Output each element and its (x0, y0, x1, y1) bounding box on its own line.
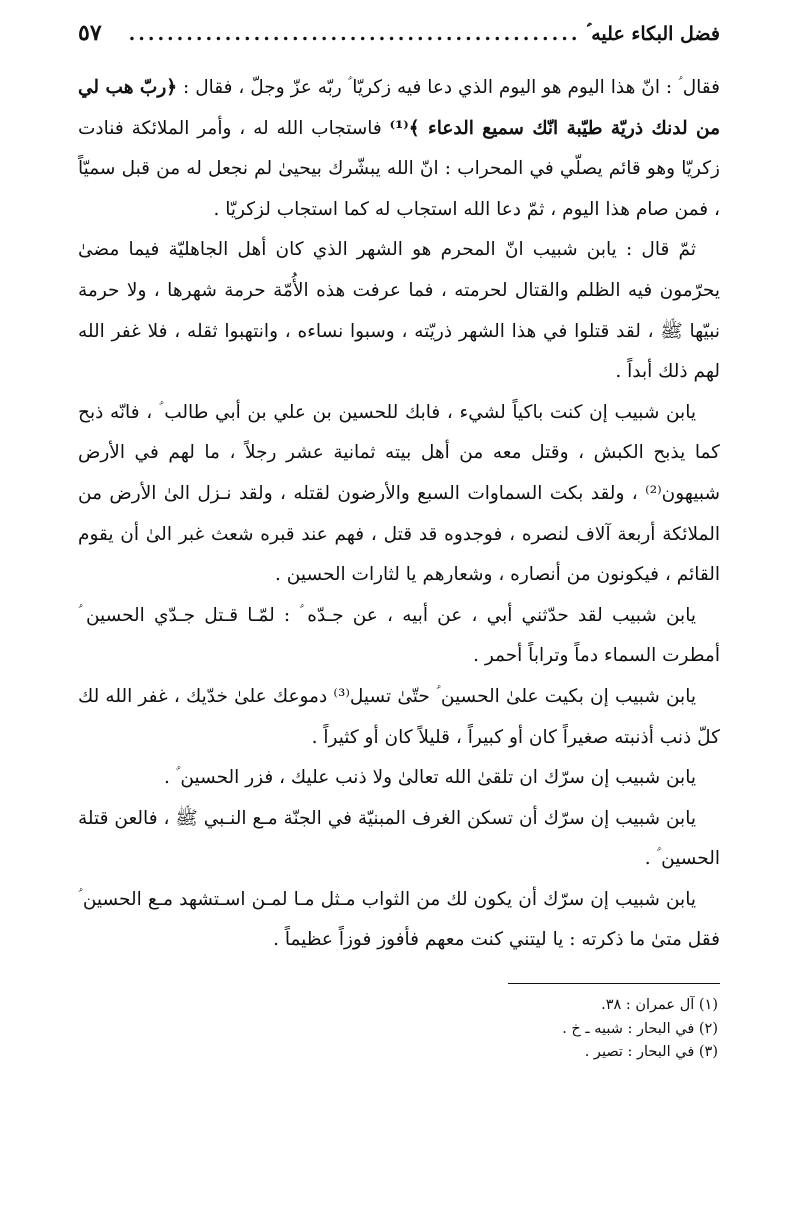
paragraph-1 (78, 68, 720, 230)
book-page (78, 20, 720, 1065)
paragraph-6: يابن شبيب إن سرّك ان تلقىٰ الله تعالىٰ ولا ذنب عليك ، فزر الحسين ؑ . (164, 767, 696, 789)
paragraph-8: يابن شبيب إن سرّك أن يكون لك من الثواب مـثل مـا لمـن اسـتشهد مـع الحسين ؑ فقل متىٰ ما ذكرته : يا ليتني كنت معهم فأفوز فوزاً عظيماً . (78, 888, 720, 951)
footnote-separator (508, 983, 720, 984)
footnote-3: (٣) في البحار : تصير . (584, 1044, 718, 1061)
main-text (78, 68, 720, 961)
paragraph-5: يابن شبيب إن بكيت علىٰ الحسين ؑ حتّىٰ تسيل⁽³⁾ دموعك علىٰ خدّيك ، غفر الله لك كلّ ذنب أذنبته صغيراً كان أو كبيراً ، قليلاً كان أو كثيراً . (78, 685, 720, 748)
footnote-2: (٢) في البحار : شبيه ـ خ . (562, 1020, 718, 1037)
quran-verse: ﴿ربّ هب لي من لدنك ذريّة طيّبة انّك سميع الدعاء ﴾⁽¹⁾ (78, 77, 720, 139)
footnote-1: (١) آل عمران : ٣٨. (601, 997, 718, 1014)
paragraph-3: يابن شبيب إن كنت باكياً لشيء ، فابك للحسين بن علي بن أبي طالب ؑ ، فانّه ذبح كما يذبح الكبش ، وقتل معه من أهل بيته ثمانية عشر رجلاً ، ما لهم في الأرض شبيهون⁽²⁾ ، ولقد بكت السماوات السبع والأرضون لقتله ، ولقد نـزل الىٰ الأرض من الملائكة أربعة آلاف لنصره ، فوجدوه قد قتل ، فهم عند قبره شعث غبر الىٰ أن يقوم القائم ، فيكونون من أنصاره ، وشعارهم يا لثارات الحسين . (78, 401, 720, 586)
footnotes (78, 994, 720, 1065)
paragraph-1-text-before: فقال ؑ : انّ هذا اليوم هو اليوم الذي دعا فيه زكريّا ؑ ربّه عزّ وجلّ ، فقال : (177, 77, 720, 98)
page-number: ٥٧ (78, 20, 102, 46)
running-header (78, 20, 720, 68)
paragraph-1-text-after: فاستجاب الله له ، وأمر الملائكة فنادت زكريّا وهو قائم يصلّي في المحراب : انّ الله يبشّرك بيحيىٰ لم نجعل له من قبل سميّاً ، فمن صام هذا اليوم ، ثمّ دعا الله استجاب له كما استجاب لزكريّا . (78, 117, 720, 220)
paragraph-7: يابن شبيب إن سرّك أن تسكن الغرف المبنيّة في الجنّة مـع النـبي ﷺ ، فالعن قتلة الحسين ؑ . (78, 807, 720, 870)
header-dot-leader: ............................................... (128, 23, 581, 45)
chapter-title: فضل البكاء عليه ؑ (586, 23, 720, 45)
paragraph-4: يابن شبيب لقد حدّثني أبي ، عن أبيه ، عن جـدّه ؑ : لمّـا قـتل جـدّي الحسين ؑ أمطرت السماء دماً وتراباً أحمر . (78, 604, 720, 667)
paragraph-2: ثمّ قال : يابن شبيب انّ المحرم هو الشهر الذي كان أهل الجاهليّة فيما مضىٰ يحرّمون فيه الظلم والقتال لحرمته ، فما عرفت هذه الأُمّة حرمة شهرها ، ولا حرمة نبيّها ﷺ ، لقد قتلوا في هذا الشهر ذريّته ، وسبوا نساءه ، وانتهبوا ثقله ، فلا غفر الله لهم ذلك أبداً . (78, 239, 720, 383)
